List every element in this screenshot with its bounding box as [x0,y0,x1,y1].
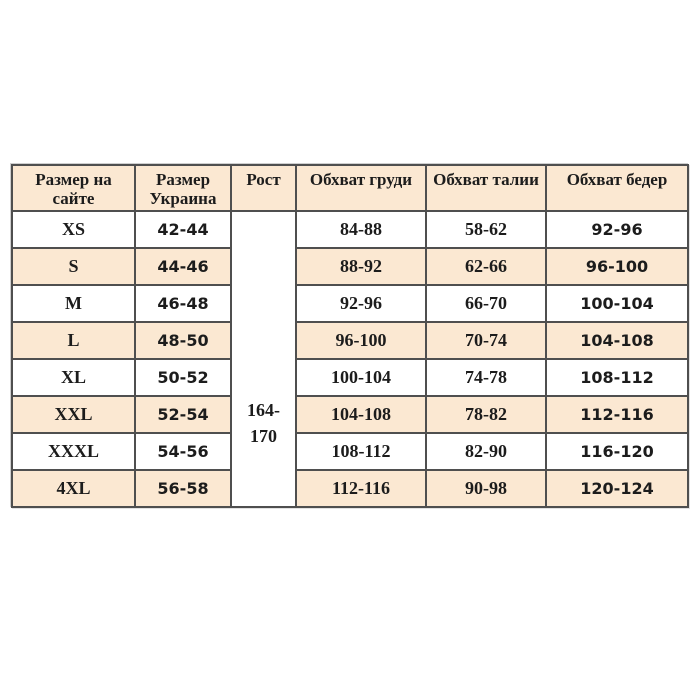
cell-hips: 104-108 [546,322,688,359]
table-row-l [12,322,688,359]
cell-waist: 78-82 [426,396,546,433]
cell-ukraine-size: 54-56 [135,433,231,470]
col-header-site-size: Размер на сайте [12,165,135,211]
cell-ukraine-size: 46-48 [135,285,231,322]
cell-chest: 112-116 [296,470,426,507]
cell-hips: 96-100 [546,248,688,285]
col-header-ukraine-size: Размер Украина [135,165,231,211]
cell-waist: 82-90 [426,433,546,470]
cell-waist: 58-62 [426,211,546,248]
table-row-xxxl [12,433,688,470]
cell-chest: 108-112 [296,433,426,470]
table-row-xxl [12,396,688,433]
header-row [12,165,688,211]
size-chart-table [11,164,689,508]
cell-waist: 90-98 [426,470,546,507]
cell-chest: 104-108 [296,396,426,433]
cell-chest: 88-92 [296,248,426,285]
cell-ukraine-size: 42-44 [135,211,231,248]
cell-site-size: XL [12,359,135,396]
table-row-s [12,248,688,285]
cell-ukraine-size: 56-58 [135,470,231,507]
cell-hips: 100-104 [546,285,688,322]
cell-site-size: 4XL [12,470,135,507]
cell-site-size: XXL [12,396,135,433]
table-row-m [12,285,688,322]
cell-hips: 116-120 [546,433,688,470]
cell-waist: 66-70 [426,285,546,322]
cell-chest: 96-100 [296,322,426,359]
cell-ukraine-size: 48-50 [135,322,231,359]
cell-chest: 100-104 [296,359,426,396]
table-row-xl [12,359,688,396]
cell-chest: 92-96 [296,285,426,322]
cell-ukraine-size: 44-46 [135,248,231,285]
cell-hips: 92-96 [546,211,688,248]
cell-ukraine-size: 50-52 [135,359,231,396]
cell-hips: 112-116 [546,396,688,433]
cell-waist: 62-66 [426,248,546,285]
cell-hips: 120-124 [546,470,688,507]
cell-site-size: S [12,248,135,285]
col-header-hips: Обхват бедер [546,165,688,211]
cell-site-size: M [12,285,135,322]
col-header-waist: Обхват талии [426,165,546,211]
cell-hips: 108-112 [546,359,688,396]
cell-site-size: L [12,322,135,359]
col-header-height: Рост [231,165,296,211]
table-row-xs [12,211,688,248]
col-header-chest: Обхват груди [296,165,426,211]
cell-waist: 70-74 [426,322,546,359]
cell-waist: 74-78 [426,359,546,396]
table-row-4xl [12,470,688,507]
cell-height-merged: 164- 170 [231,211,296,507]
cell-site-size: XXXL [12,433,135,470]
cell-chest: 84-88 [296,211,426,248]
cell-site-size: XS [12,211,135,248]
cell-ukraine-size: 52-54 [135,396,231,433]
